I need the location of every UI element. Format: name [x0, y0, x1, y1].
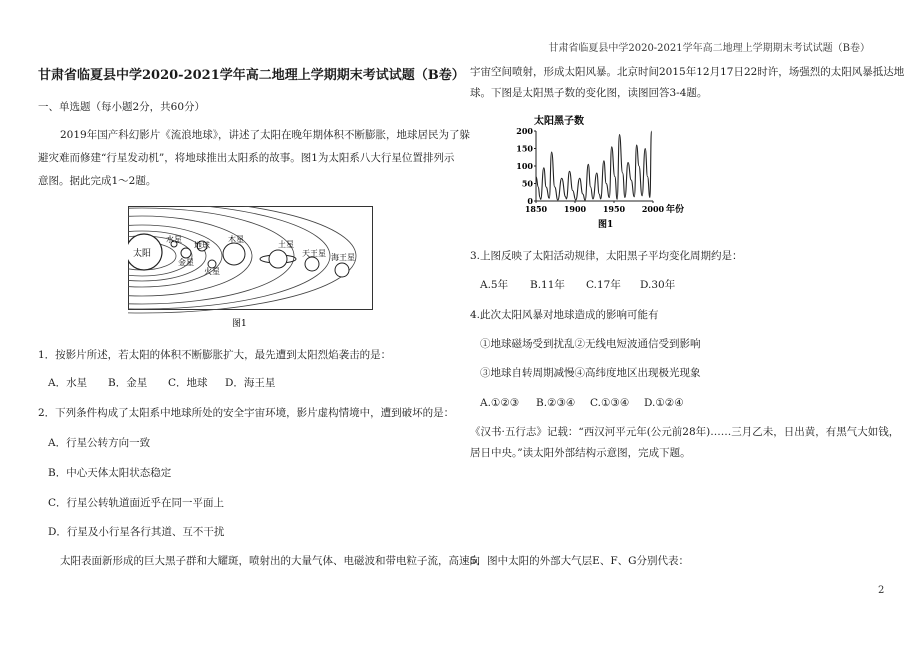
x-axis-label: 年份: [666, 205, 685, 215]
y-tick-label: 100: [516, 161, 533, 171]
q1-option-c: C．地球: [168, 377, 208, 389]
x-tick-label: 1950: [602, 204, 626, 214]
y-tick-label: 0: [527, 196, 533, 206]
y-tick-label: 200: [516, 126, 533, 136]
q2-option-a: A．行星公转方向一致: [48, 437, 151, 449]
q2-option-d: D．行星及小行星各行其道、互不干扰: [48, 526, 225, 538]
x-tick-label: 1850: [524, 204, 548, 214]
y-tick-label: 150: [516, 143, 533, 154]
q4-stem: 4.此次太阳风暴对地球造成的影响可能有: [470, 309, 659, 321]
solar-system-figure: [128, 206, 373, 331]
running-header: 甘肃省临夏县中学2020-2021学年高二地理上学期期末考试试题（B卷）: [548, 43, 870, 54]
passage-line-2: 宇宙空间喷射，形成太阳风暴。北京时间2015年12月17日22时许，场强烈的太阳风暴抵达地: [470, 66, 905, 78]
mars-label: 火星: [204, 267, 220, 276]
passage-start: 太阳表面新形成的巨大黑子群和大耀斑，喷射出的大量气体、电磁波和带电粒子流，高速向: [60, 555, 480, 567]
q3-option-c: C.17年: [586, 279, 621, 291]
y-tick-label: 50: [521, 178, 533, 189]
q3-stem: 3.上图反映了太阳活动规律，太阳黑子平均变化周期约是：: [470, 250, 743, 262]
q2-option-c: C．行星公转轨道面近乎在同一平面上: [48, 497, 225, 509]
venus: [181, 248, 191, 258]
q2-stem: 2．下列条件构成了太阳系中地球所处的安全宇宙环境，影片虚构情境中，遭到破坏的是：: [38, 407, 455, 419]
jupiter-label: 木星: [228, 235, 244, 244]
q4-option-b: B.②③④: [536, 397, 576, 409]
venus-label: 金星: [178, 258, 194, 267]
uranus-label: 天王星: [302, 249, 326, 258]
q3-option-d: D.30年: [640, 279, 676, 291]
document-title: 甘肃省临夏县中学2020-2021学年高二地理上学期期末考试试题（B卷）: [38, 68, 465, 83]
x-tick-labels: [525, 204, 665, 214]
hanshu-line-1: 《汉书·五行志》记载：“西汉河平元年(公元前28年)……三月乙未，日出黄，有黑气大如钱，: [470, 426, 900, 438]
q3-option-b: B.11年: [530, 279, 565, 291]
earth-label: 地球: [194, 241, 210, 250]
sunspot-series-line: [536, 131, 651, 200]
q4-option-a: A.①②③: [480, 397, 520, 409]
intro-line-2: 避灾难而修建“行星发动机”，将地球推出太阳系的故事。图1为太阳系八大行星位置排列示: [38, 152, 455, 164]
sunspot-chart: [508, 113, 708, 238]
hanshu-line-2: 居日中央。”读太阳外部结构示意图，完成下题。: [470, 447, 691, 459]
q5-stem: 5．图中太阳的外部大气层E、F、G分别代表：: [470, 555, 690, 567]
mercury-label: 水星: [166, 235, 182, 244]
chart-caption: 图1: [598, 220, 614, 230]
figure1-caption: 图1: [232, 319, 247, 329]
sunspot-chart-svg: [508, 113, 708, 238]
q4-item-2: ③地球自转周期减慢④高纬度地区出现极光现象: [480, 367, 701, 379]
section-heading: 一、单选题（每小题2分，共60分）: [38, 101, 206, 113]
chart-title: 太阳黑子数: [534, 116, 584, 127]
neptune-label: 海王星: [331, 253, 355, 262]
page-number: 2: [878, 585, 885, 596]
q1-option-d: D．海王星: [225, 377, 276, 389]
jupiter: [223, 243, 245, 265]
intro-line-1: 2019年国产科幻影片《流浪地球》，讲述了太阳在晚年期体积不断膨胀，地球居民为了躲: [60, 129, 470, 141]
y-tick-labels: [516, 126, 533, 206]
q4-item-1: ①地球磁场受到扰乱②无线电短波通信受到影响: [480, 338, 701, 350]
uranus: [305, 257, 319, 271]
q1-option-a: A．水星: [48, 377, 88, 389]
q2-option-b: B．中心天体太阳状态稳定: [48, 467, 172, 479]
saturn: [269, 250, 287, 268]
intro-line-3: 意图。据此完成1～2题。: [38, 175, 157, 187]
q4-option-d: D.①②④: [644, 397, 684, 409]
q4-option-c: C.①③④: [590, 397, 630, 409]
passage-line-3: 球。下图是太阳黑子数的变化图，读图回答3-4题。: [470, 87, 708, 99]
q1-stem: 1．按影片所述，若太阳的体积不断膨胀扩大，最先遭到太阳烈焰袭击的是：: [38, 349, 392, 361]
x-tick-label: 1900: [563, 204, 587, 214]
solar-system-diagram: [128, 206, 373, 331]
neptune: [335, 263, 349, 277]
sun-label: 太阳: [133, 249, 152, 259]
q3-option-a: A.5年: [480, 279, 509, 291]
saturn-label: 土星: [278, 240, 294, 249]
x-tick-label: 2000: [641, 204, 665, 214]
q1-option-b: B．金星: [108, 377, 148, 389]
